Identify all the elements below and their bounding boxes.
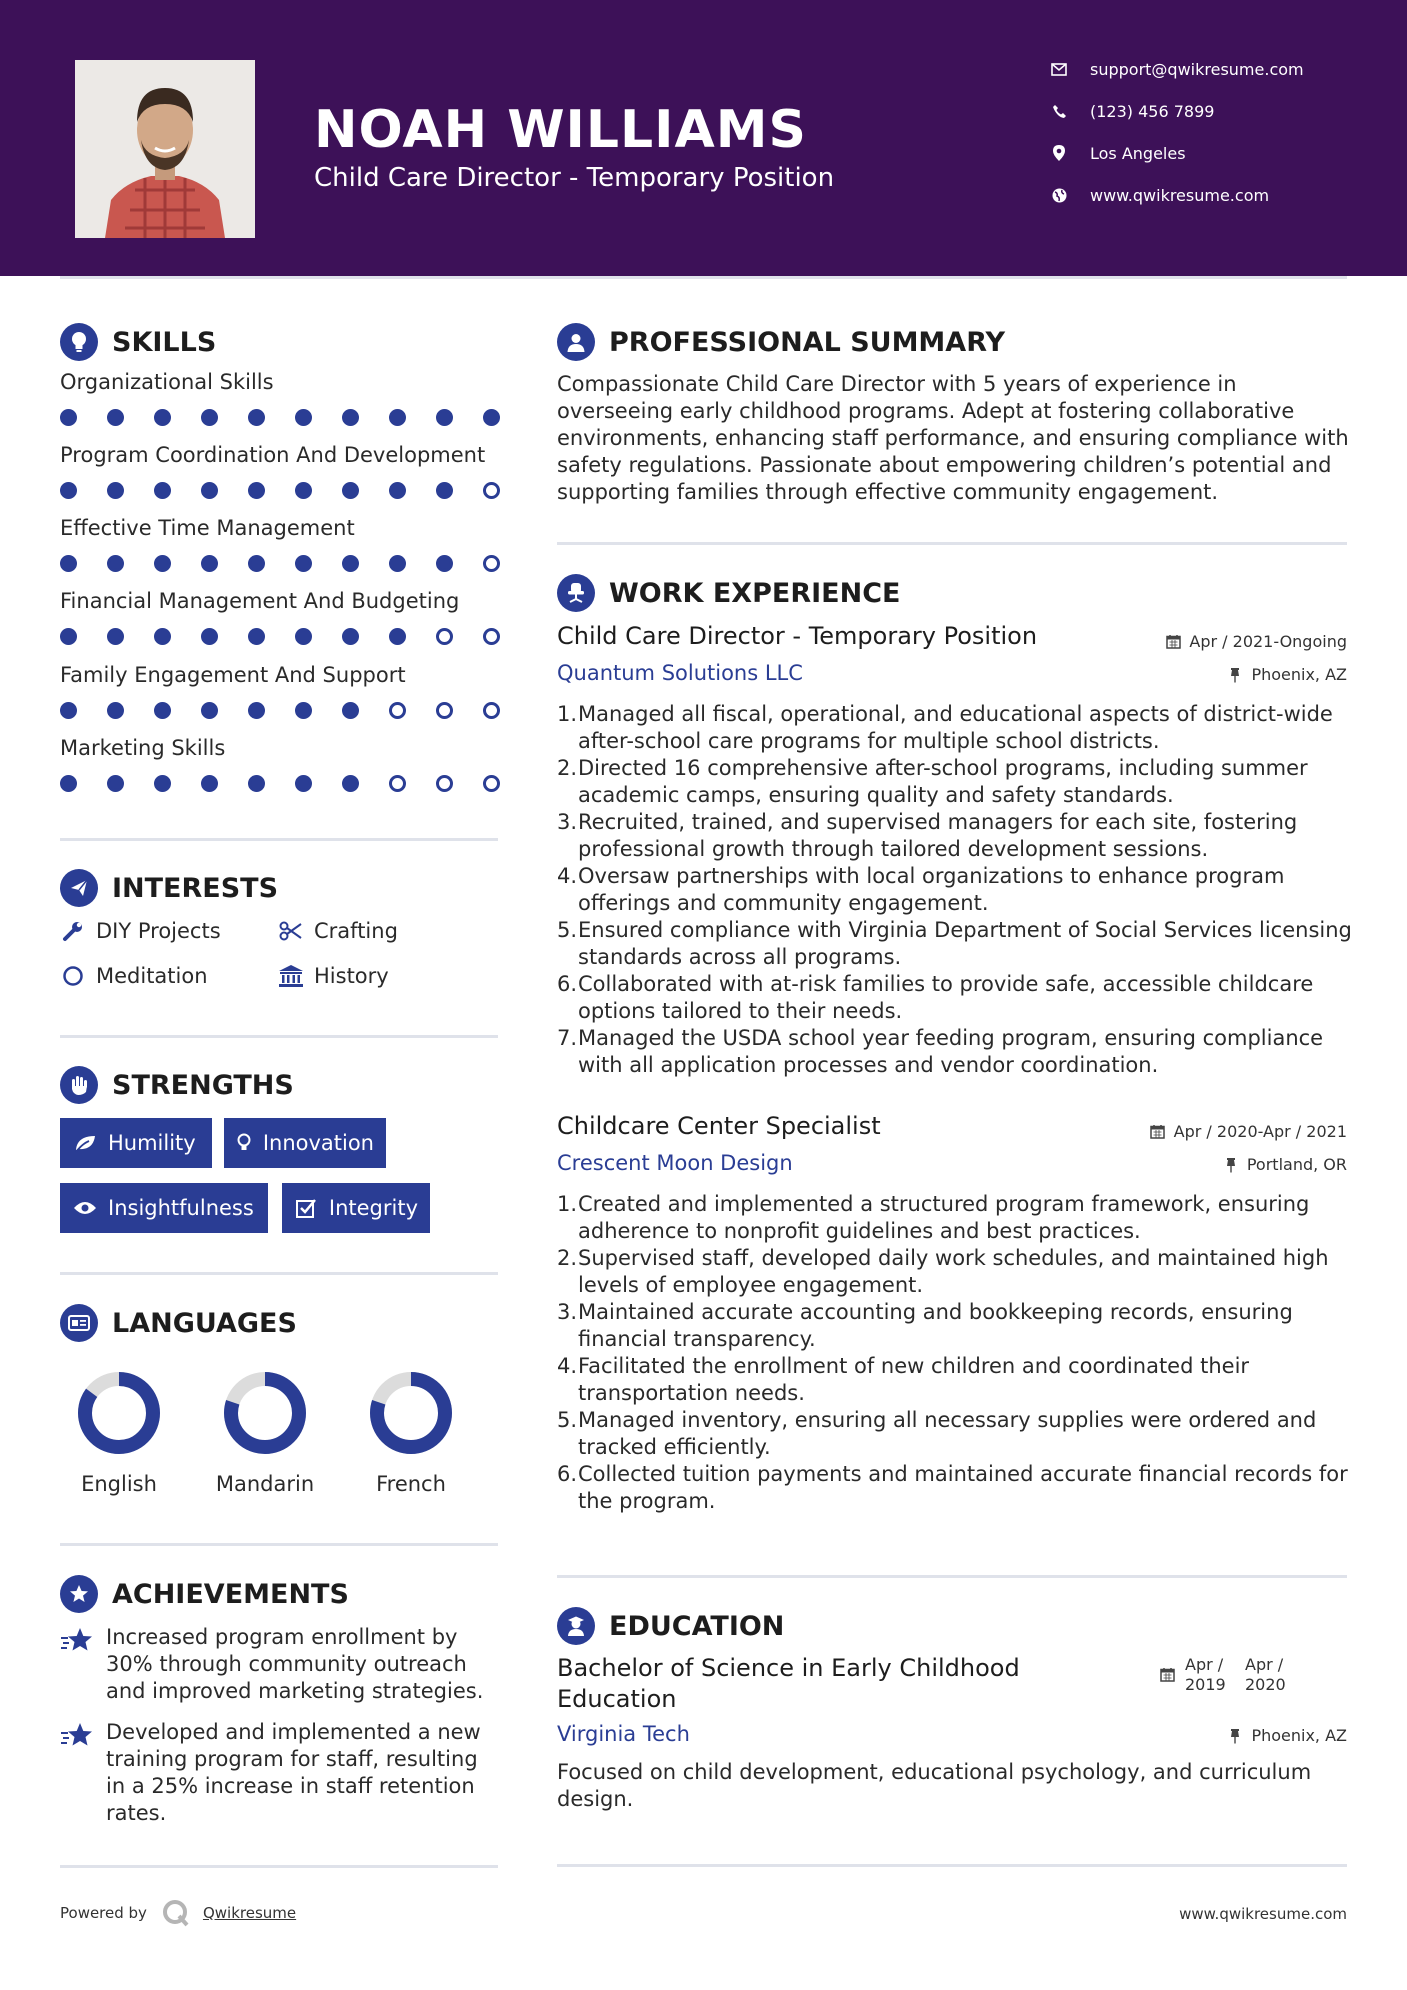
education-description: Focused on child development, educational psychology, and curriculum design. [557,1760,1312,1811]
education-location: Phoenix, AZ [1227,1726,1347,1745]
eye-icon [72,1195,98,1221]
contact-email[interactable] [1050,56,1304,82]
id-card-icon [60,1304,98,1342]
rating-dot-filled [60,702,77,719]
globe-icon [1050,186,1068,204]
job-title: Child Care Director - Temporary Position [557,622,1038,650]
job-bullet: 6. Collected tuition payments and maintained accurate financial records for the program. [557,1462,1348,1513]
header-divider [60,276,1347,279]
rating-dot-filled [201,775,218,792]
job-dates: Apr / 2020-Apr / 2021 [1150,1122,1347,1141]
skill-name: Effective Time Management [60,516,355,540]
rating-dot-filled [60,482,77,499]
strength-chip: Integrity [282,1183,430,1233]
job-location: Phoenix, AZ [1227,665,1347,684]
calendar-icon [1165,634,1181,650]
rating-dot-filled [60,775,77,792]
job-bullet: 2. Supervised staff, developed daily work schedules, and maintained high levels of employee engagement. [557,1246,1329,1297]
rating-dot-empty [483,702,500,719]
rating-dot-filled [295,628,312,645]
rating-dot-filled [201,409,218,426]
rating-dot-filled [248,409,265,426]
school-name: Virginia Tech [557,1722,690,1746]
pushpin-icon [1223,1157,1239,1173]
job-bullet: 3. Recruited, trained, and supervised managers for each site, fostering professional growth through tailored development sessions. [557,810,1298,861]
skill-rating [60,773,500,793]
rating-dot-filled [201,628,218,645]
degree-title: Bachelor of Science in Early Childhood Education [557,1654,1020,1713]
rating-dot-empty [483,775,500,792]
experience-divider [557,1575,1347,1578]
rating-dot-filled [60,628,77,645]
rating-dot-filled [389,482,406,499]
rating-dot-filled [295,775,312,792]
wrench-icon [60,918,86,944]
contact-phone-text: (123) 456 7899 [1090,101,1215,121]
strength-chip: Humility [60,1118,212,1168]
job-bullet: 5. Ensured compliance with Virginia Department of Social Services licensing standards across all programs. [557,918,1352,969]
rating-dot-filled [342,628,359,645]
rating-dot-filled [295,555,312,572]
rating-dot-empty [436,775,453,792]
graduate-icon [557,1607,595,1645]
pushpin-icon [1227,1728,1243,1744]
job-bullet: 4. Oversaw partnerships with local organizations to enhance program offerings and community engagement. [557,864,1285,915]
rating-dot-filled [295,409,312,426]
contact-website-text: www.qwikresume.com [1090,185,1270,205]
rating-dot-filled [342,482,359,499]
summary-text: Compassionate Child Care Director with 5 years of experience in overseeing early childhood programs. Adept at fostering collaborative environments, enhancing staff performance, and ensuring compliance with safety regulations. Passionate about empowering children’s potential and supporting families through effective community engagement. [557,372,1349,504]
star-icon [60,1624,96,1705]
job-bullet: 3. Maintained accurate accounting and bookkeeping records, ensuring financial transparency. [557,1300,1293,1351]
rating-dot-empty [389,775,406,792]
strengths-divider [60,1272,498,1275]
map-pin-icon [1050,144,1068,162]
language-proficiency-donut [220,1368,310,1458]
interest-item: Crafting [278,917,398,945]
rating-dot-empty [483,482,500,499]
paper-plane-icon [60,869,98,907]
rating-dot-filled [389,409,406,426]
skill-name: Program Coordination And Development [60,443,486,467]
user-icon [557,323,595,361]
rating-dot-filled [483,409,500,426]
skills-title: SKILLS [112,326,217,358]
achievement-item: Increased program enrollment by 30% through community outreach and improved marketing strategies. [60,1624,500,1705]
summary-title: PROFESSIONAL SUMMARY [609,326,1006,358]
rating-dot-filled [60,409,77,426]
achievements-title: ACHIEVEMENTS [112,1578,349,1610]
job-bullet: 5. Managed inventory, ensuring all necessary supplies were ordered and tracked efficiently. [557,1408,1317,1459]
footer-powered-by: Powered by Qwikresume [60,1898,296,1928]
office-chair-icon [557,574,595,612]
rating-dot-filled [107,628,124,645]
phone-icon [1050,102,1068,120]
summary-divider [557,542,1347,545]
contact-website[interactable] [1050,182,1269,208]
job-bullets [557,701,1352,1079]
rating-dot-filled [154,628,171,645]
achievements-heading [60,1574,349,1614]
rating-dot-filled [389,555,406,572]
footer-website[interactable]: www.qwikresume.com [1179,1905,1347,1923]
job-bullets [557,1191,1352,1515]
rating-dot-filled [248,775,265,792]
interests-title: INTERESTS [112,872,279,904]
education-dates: Apr / 2019 Apr / 2020 [1160,1655,1301,1695]
language-name: English [81,1472,157,1496]
rating-dot-filled [436,409,453,426]
skill-name: Family Engagement And Support [60,663,406,687]
languages-divider [60,1543,498,1546]
language-name: Mandarin [215,1472,315,1496]
rating-dot-filled [248,555,265,572]
calendar-icon [1150,1124,1166,1140]
language-item [210,1368,320,1496]
rating-dot-empty [436,702,453,719]
education-title: EDUCATION [609,1610,785,1642]
language-proficiency-donut [74,1368,164,1458]
interest-item: DIY Projects [60,917,221,945]
envelope-icon [1050,60,1068,78]
interests-divider [60,1035,498,1038]
calendar-icon [1160,1667,1175,1687]
rating-dot-filled [201,555,218,572]
circle-icon [60,963,86,989]
job-location: Portland, OR [1223,1155,1347,1174]
rating-dot-filled [248,702,265,719]
achievement-item: Developed and implemented a new training program for staff, resulting in a 25% increase in staff retention rates. [60,1719,500,1827]
job-bullet: 2. Directed 16 comprehensive after-school programs, including summer academic camps, ensuring quality and safety standards. [557,756,1308,807]
rating-dot-filled [342,775,359,792]
skills-divider [60,838,498,841]
rating-dot-empty [389,702,406,719]
rating-dot-filled [201,702,218,719]
hand-icon [60,1066,98,1104]
skill-rating [60,700,500,720]
rating-dot-filled [154,482,171,499]
pushpin-icon [1227,667,1243,683]
company-name: Quantum Solutions LLC [557,661,803,685]
experience-title: WORK EXPERIENCE [609,577,901,609]
strengths-heading [60,1065,294,1105]
rating-dot-filled [201,482,218,499]
language-item [356,1368,466,1496]
languages-title: LANGUAGES [112,1307,297,1339]
skill-rating [60,407,500,427]
qwikresume-logo-icon [161,1898,191,1928]
interest-item: Meditation [60,962,208,990]
skill-name: Marketing Skills [60,736,226,760]
rating-dot-filled [107,775,124,792]
rating-dot-filled [295,702,312,719]
language-name: French [376,1472,446,1496]
contact-location-text: Los Angeles [1090,143,1186,163]
star-icon [60,1719,96,1827]
scissors-icon [278,918,304,944]
job-bullet: 4. Facilitated the enrollment of new children and coordinated their transportation needs. [557,1354,1250,1405]
achievements-divider [60,1865,498,1868]
language-proficiency-donut [366,1368,456,1458]
strength-chip: Innovation [224,1118,386,1168]
education-heading [557,1606,784,1646]
rating-dot-filled [295,482,312,499]
job-bullet: 7. Managed the USDA school year feeding program, ensuring compliance with all application processes and vendor coordination. [557,1026,1324,1077]
bank-icon [278,963,304,989]
job-dates: Apr / 2021-Ongoing [1165,632,1347,651]
rating-dot-filled [342,555,359,572]
job-bullet: 1. Created and implemented a structured program framework, ensuring adherence to nonprofit guidelines and best practices. [557,1192,1310,1243]
contact-location [1050,140,1186,166]
lightbulb-icon [236,1130,253,1156]
leaf-icon [72,1130,98,1156]
checkbox-icon [294,1195,319,1221]
language-item [64,1368,174,1496]
rating-dot-empty [436,628,453,645]
rating-dot-filled [436,555,453,572]
rating-dot-filled [60,555,77,572]
profile-photo [75,60,255,238]
star-badge-icon [60,1575,98,1613]
rating-dot-empty [483,555,500,572]
skill-rating [60,553,500,573]
rating-dot-empty [483,628,500,645]
rating-dot-filled [154,702,171,719]
rating-dot-filled [154,409,171,426]
rating-dot-filled [342,409,359,426]
skill-rating [60,626,500,646]
strengths-title: STRENGTHS [112,1069,294,1101]
rating-dot-filled [436,482,453,499]
candidate-name: NOAH WILLIAMS [314,100,807,160]
rating-dot-filled [342,702,359,719]
rating-dot-filled [248,628,265,645]
rating-dot-filled [107,702,124,719]
interests-heading [60,868,278,908]
qwikresume-link[interactable]: Qwikresume [202,1904,297,1922]
skill-name: Financial Management And Budgeting [60,589,460,613]
lightbulb-icon [60,323,98,361]
rating-dot-filled [154,775,171,792]
education-divider [557,1864,1347,1867]
interest-item: History [278,962,389,990]
rating-dot-filled [107,409,124,426]
candidate-title: Child Care Director - Temporary Position [314,163,835,193]
job-bullet: 6. Collaborated with at-risk families to provide safe, accessible childcare options tailored to their needs. [557,972,1314,1023]
rating-dot-filled [154,555,171,572]
skill-name: Organizational Skills [60,370,274,394]
languages-heading [60,1303,297,1343]
summary-heading [557,322,1005,362]
strength-chip: Insightfulness [60,1183,268,1233]
skill-rating [60,480,500,500]
contact-phone[interactable] [1050,98,1214,124]
rating-dot-filled [107,482,124,499]
rating-dot-filled [107,555,124,572]
company-name: Crescent Moon Design [557,1151,793,1175]
experience-heading [557,573,900,613]
job-bullet: 1. Managed all fiscal, operational, and educational aspects of district-wide after-school care programs for multiple school districts. [557,702,1333,753]
rating-dot-filled [389,628,406,645]
skills-heading [60,322,216,362]
job-title: Childcare Center Specialist [557,1112,881,1140]
contact-email-text: support@qwikresume.com [1090,59,1304,79]
rating-dot-filled [248,482,265,499]
resume-header [0,0,1407,276]
